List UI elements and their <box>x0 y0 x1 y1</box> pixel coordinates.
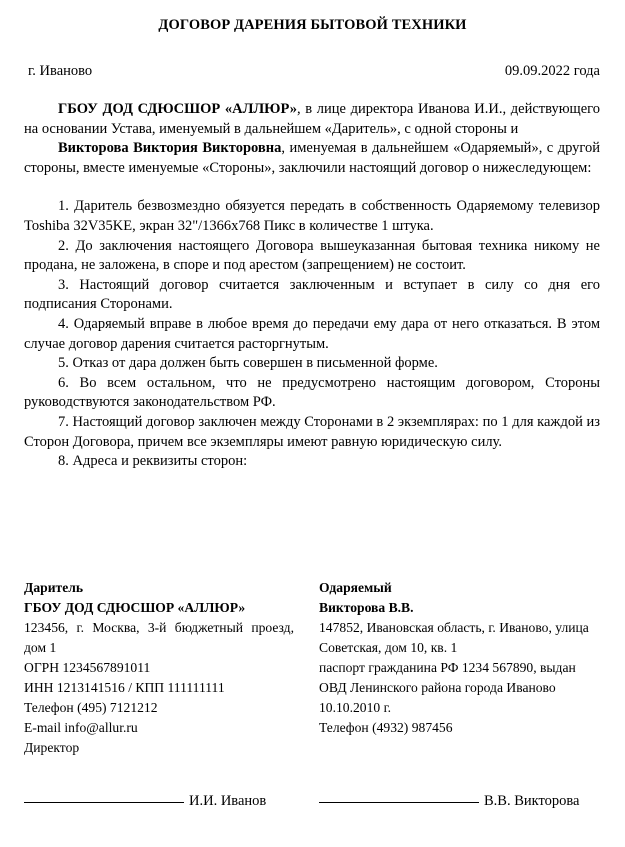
recipient-role-label: Одаряемый <box>319 580 392 595</box>
recipient-signature-line[interactable] <box>319 802 479 803</box>
requisites-recipient-column <box>312 578 600 758</box>
donor-ogrn: ОГРН 1234567891011 <box>24 660 151 675</box>
clause-2: 2. До заключения настоящего Договора вышеуказанная бытовая техника никому не продана, не заложена, в споре и под арестом (запрещением) не состоит. <box>24 237 600 274</box>
donor-signature-line[interactable] <box>24 802 184 803</box>
document-place: г. Иваново <box>28 63 93 79</box>
recipient-person-name: Викторова В.В. <box>319 600 414 615</box>
recipient-phone: Телефон (4932) 987456 <box>319 720 453 735</box>
clause-8: 8. Адреса и реквизиты сторон: <box>58 453 248 470</box>
clause-7: 7. Настоящий договор заключен между Сторонами в 2 экземплярах: по 1 для каждой из Сторон Договора, причем все экземпляры имеют равную юридическую силу. <box>24 413 600 450</box>
signature-section <box>24 793 600 810</box>
preamble-donor-name: ГБОУ ДОД СДЮСШОР «АЛЛЮР» <box>58 101 297 117</box>
recipient-signer-name: В.В. Викторова <box>484 793 580 809</box>
clause-3: 3. Настоящий договор считается заключенным и вступает в силу со дня его подписания Сторонами. <box>24 276 600 313</box>
donor-signature-cell <box>24 793 312 810</box>
clause-4: 4. Одаряемый вправе в любое время до передачи ему дара от него отказаться. В этом случае договор дарения считается расторгнутым. <box>24 315 600 352</box>
donor-signer-name: И.И. Иванов <box>189 793 267 809</box>
preamble-recipient-name: Викторова Виктория Викторовна <box>58 140 282 157</box>
document-date: 09.09.2022 года <box>504 63 600 79</box>
recipient-signature-cell <box>312 793 600 810</box>
preamble-recipient-rest: , именуемая в дальнейшем «Одаряемый», с другой стороны, вместе именуемые «Стороны», заключили настоящий договор о нижеследующем: <box>24 140 600 176</box>
preamble-donor-paragraph <box>24 100 600 139</box>
recipient-passport: паспорт гражданина РФ 1234 567890, выдан ОВД Ленинского района города Иваново 10.10.2010 г. <box>319 660 576 715</box>
donor-role-label: Даритель <box>24 580 84 595</box>
donor-email: E-mail info@allur.ru <box>24 720 138 735</box>
place-and-date-row <box>24 63 600 80</box>
donor-phone: Телефон (495) 7121212 <box>24 700 158 715</box>
donor-position: Директор <box>24 740 80 755</box>
preamble-recipient-paragraph <box>24 139 600 178</box>
document-title: ДОГОВОР ДАРЕНИЯ БЫТОВОЙ ТЕХНИКИ <box>158 17 467 33</box>
preamble-donor-rest: , в лице директора Иванова И.И., действующего на основании Устава, именуемый в дальнейшем «Даритель», с одной стороны и <box>24 101 600 137</box>
clause-5: 5. Отказ от дара должен быть совершен в письменной форме. <box>58 355 438 372</box>
clause-1: 1. Даритель безвозмездно обязуется передать в собственность Одаряемому телевизор Toshiba 32V35KE, экран 32"/1366х768 Пикс в количестве 1 штука. <box>24 198 600 234</box>
document-body <box>24 100 600 472</box>
donor-inn-kpp: ИНН 1213141516 / КПП 111111111 <box>24 680 225 695</box>
recipient-address: 147852, Ивановская область, г. Иваново, улица Советская, дом 10, кв. 1 <box>319 620 589 655</box>
donor-address: 123456, г. Москва, 3-й бюджетный проезд, дом 1 <box>24 620 294 655</box>
clause-6: 6. Во всем остальном, что не предусмотрено настоящим договором, Стороны руководствуются законодательством РФ. <box>24 374 600 411</box>
requisites-donor-column <box>24 578 312 758</box>
donor-organization-name: ГБОУ ДОД СДЮСШОР «АЛЛЮР» <box>24 600 246 615</box>
requisites-section <box>24 578 600 758</box>
